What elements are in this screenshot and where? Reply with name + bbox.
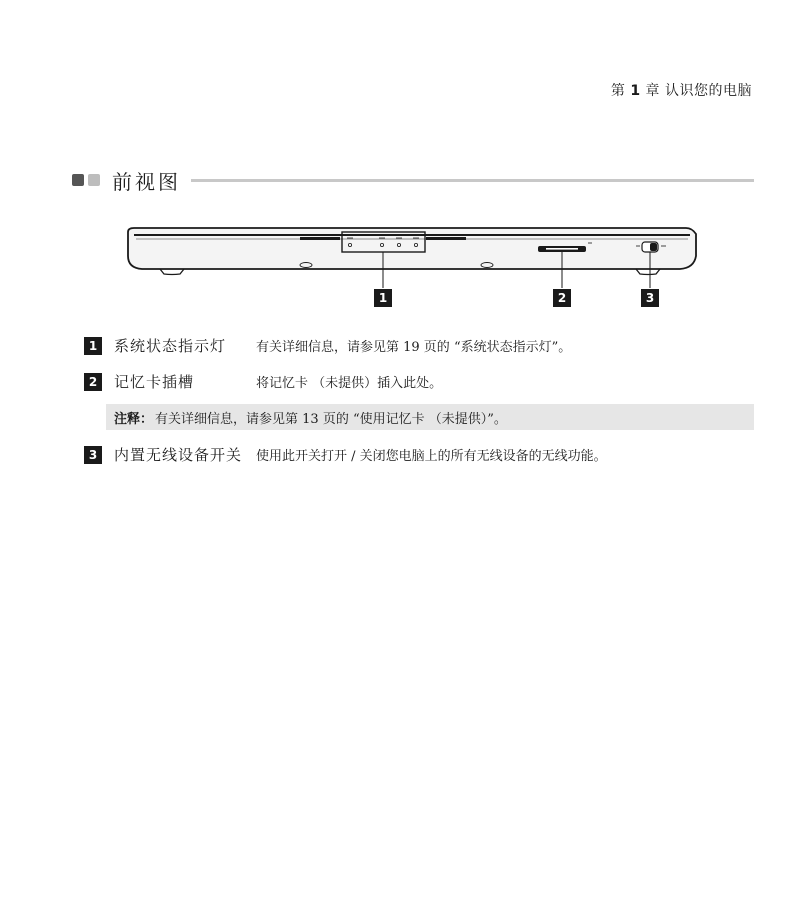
item-memory-card-slot: [84, 371, 442, 392]
note-label: 注释：: [114, 411, 154, 427]
item-status-indicators: [84, 335, 571, 356]
item-number: 2: [84, 373, 102, 391]
note-text: 有关详细信息，请参见第 13 页的 “使用记忆卡 （未提供）”。: [155, 411, 507, 427]
item-title: 系统状态指示灯: [114, 337, 227, 355]
callout-2: 2: [553, 289, 571, 307]
callout-1: 1: [374, 289, 392, 307]
item-description: 使用此开关打开 / 关闭您电脑上的所有无线设备的无线功能。: [256, 449, 607, 464]
item-description: 有关详细信息，请参见第 19 页的 “系统状态指示灯”。: [256, 340, 572, 355]
callout-3: 3: [641, 289, 659, 307]
item-title: 内置无线设备开关: [114, 446, 243, 464]
section-heading: [72, 166, 754, 194]
laptop-front-view-illustration: [120, 218, 700, 290]
section-title: 前视图: [112, 169, 181, 194]
item-number: 3: [84, 446, 102, 464]
callout-row: [0, 289, 800, 309]
note-box: [106, 404, 754, 430]
chapter-title: 章 认识您的电脑: [645, 83, 752, 99]
item-number: 1: [84, 337, 102, 355]
chapter-prefix: 第: [610, 83, 626, 99]
heading-bullet-dark-icon: [72, 174, 84, 186]
item-wireless-switch: [84, 444, 607, 465]
item-description: 将记忆卡 （未提供）插入此处。: [256, 376, 443, 391]
chapter-number: 1: [630, 83, 641, 99]
heading-bullet-light-icon: [88, 174, 100, 186]
chapter-header: [611, 80, 752, 100]
item-title: 记忆卡插槽: [114, 373, 195, 391]
section-rule: [191, 179, 754, 182]
